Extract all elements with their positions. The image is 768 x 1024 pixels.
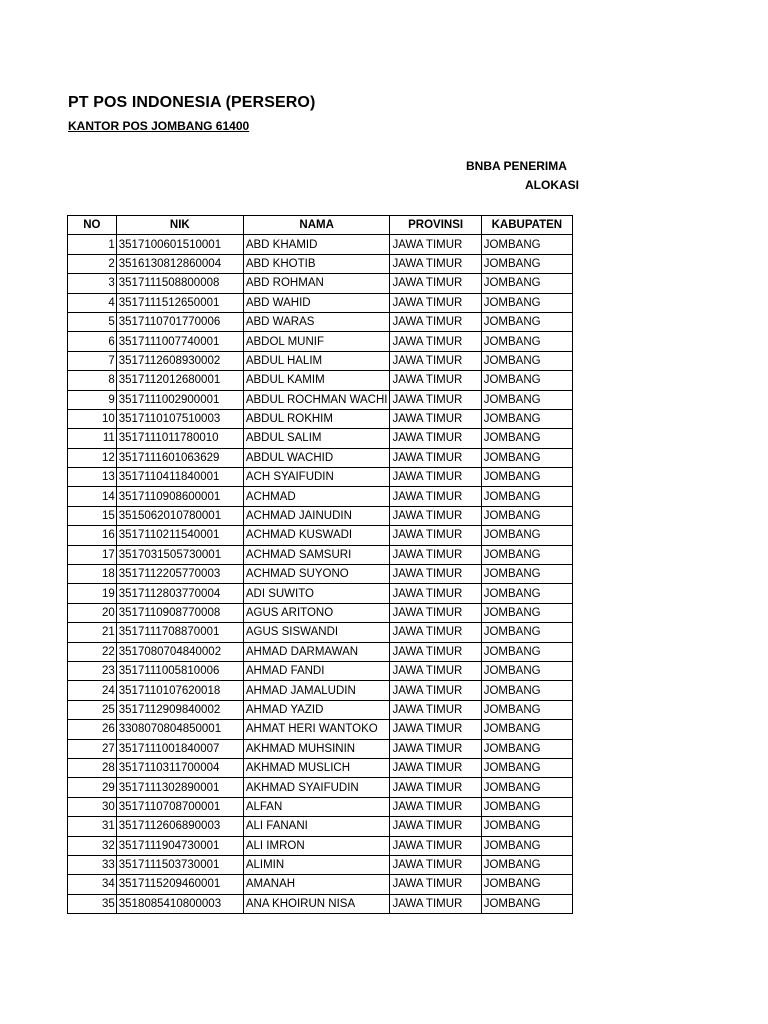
cell-kabupaten: JOMBANG <box>481 487 572 506</box>
cell-nama: ABD ROHMAN <box>243 274 390 293</box>
cell-nama: ABD KHAMID <box>243 235 390 254</box>
cell-kabupaten: JOMBANG <box>481 700 572 719</box>
cell-no: 27 <box>68 739 117 758</box>
cell-nama: ABDUL SALIM <box>243 429 390 448</box>
cell-nik: 3517110908600001 <box>116 487 243 506</box>
table-row <box>68 720 573 739</box>
table-row <box>68 797 573 816</box>
cell-provinsi: JAWA TIMUR <box>390 720 481 739</box>
cell-kabupaten: JOMBANG <box>481 623 572 642</box>
cell-no: 18 <box>68 565 117 584</box>
cell-nama: AHMAT HERI WANTOKO <box>243 720 390 739</box>
cell-provinsi: JAWA TIMUR <box>390 623 481 642</box>
cell-nik: 3517111508800008 <box>116 274 243 293</box>
cell-no: 31 <box>68 817 117 836</box>
cell-no: 4 <box>68 293 117 312</box>
cell-provinsi: JAWA TIMUR <box>390 661 481 680</box>
table-row <box>68 603 573 622</box>
cell-provinsi: JAWA TIMUR <box>390 700 481 719</box>
cell-no: 24 <box>68 681 117 700</box>
cell-nik: 3517110311700004 <box>116 758 243 777</box>
office-subtitle: KANTOR POS JOMBANG 61400 <box>68 119 250 133</box>
cell-nik: 3517100601510001 <box>116 235 243 254</box>
table-row <box>68 584 573 603</box>
cell-no: 35 <box>68 894 117 913</box>
cell-kabupaten: JOMBANG <box>481 661 572 680</box>
cell-nik: 3517111904730001 <box>116 836 243 855</box>
cell-nik: 3517111001840007 <box>116 739 243 758</box>
table-row <box>68 875 573 894</box>
cell-nama: ABDUL ROKHIM <box>243 409 390 428</box>
cell-kabupaten: JOMBANG <box>481 506 572 525</box>
cell-no: 30 <box>68 797 117 816</box>
cell-nama: AKHMAD MUSLICH <box>243 758 390 777</box>
cell-nik: 3517110211540001 <box>116 526 243 545</box>
table-row <box>68 739 573 758</box>
cell-nama: AGUS SISWANDI <box>243 623 390 642</box>
table-row <box>68 351 573 370</box>
table-row <box>68 293 573 312</box>
table-row <box>68 312 573 331</box>
table-row <box>68 332 573 351</box>
cell-provinsi: JAWA TIMUR <box>390 817 481 836</box>
cell-provinsi: JAWA TIMUR <box>390 855 481 874</box>
cell-kabupaten: JOMBANG <box>481 332 572 351</box>
cell-no: 25 <box>68 700 117 719</box>
cell-no: 12 <box>68 448 117 467</box>
cell-no: 1 <box>68 235 117 254</box>
cell-kabupaten: JOMBANG <box>481 235 572 254</box>
cell-nama: ABD WARAS <box>243 312 390 331</box>
cell-nama: AHMAD DARMAWAN <box>243 642 390 661</box>
cell-nik: 3517111708870001 <box>116 623 243 642</box>
cell-no: 9 <box>68 390 117 409</box>
cell-no: 10 <box>68 409 117 428</box>
cell-provinsi: JAWA TIMUR <box>390 409 481 428</box>
cell-kabupaten: JOMBANG <box>481 739 572 758</box>
cell-nama: ABDUL KAMIM <box>243 371 390 390</box>
cell-no: 6 <box>68 332 117 351</box>
cell-kabupaten: JOMBANG <box>481 274 572 293</box>
cell-kabupaten: JOMBANG <box>481 855 572 874</box>
table-row <box>68 681 573 700</box>
cell-kabupaten: JOMBANG <box>481 603 572 622</box>
cell-kabupaten: JOMBANG <box>481 778 572 797</box>
cell-provinsi: JAWA TIMUR <box>390 293 481 312</box>
cell-nik: 3517110708700001 <box>116 797 243 816</box>
cell-kabupaten: JOMBANG <box>481 836 572 855</box>
cell-kabupaten: JOMBANG <box>481 758 572 777</box>
cell-nik: 3517112608930002 <box>116 351 243 370</box>
cell-kabupaten: JOMBANG <box>481 545 572 564</box>
cell-nama: ALIMIN <box>243 855 390 874</box>
cell-no: 7 <box>68 351 117 370</box>
cell-provinsi: JAWA TIMUR <box>390 642 481 661</box>
cell-nama: ABD WAHID <box>243 293 390 312</box>
cell-nama: ABDUL ROCHMAN WACHI <box>243 390 390 409</box>
cell-no: 15 <box>68 506 117 525</box>
table-row <box>68 506 573 525</box>
cell-provinsi: JAWA TIMUR <box>390 681 481 700</box>
cell-nama: ACHMAD SAMSURI <box>243 545 390 564</box>
cell-nik: 3308070804850001 <box>116 720 243 739</box>
cell-no: 23 <box>68 661 117 680</box>
cell-nik: 3517110107510003 <box>116 409 243 428</box>
table-row <box>68 371 573 390</box>
table-row <box>68 235 573 254</box>
cell-nama: ANA KHOIRUN NISA <box>243 894 390 913</box>
column-header-nik: NIK <box>116 216 243 235</box>
cell-no: 32 <box>68 836 117 855</box>
table-row <box>68 855 573 874</box>
cell-no: 21 <box>68 623 117 642</box>
column-header-provinsi: PROVINSI <box>390 216 481 235</box>
cell-provinsi: JAWA TIMUR <box>390 526 481 545</box>
cell-nik: 3517112803770004 <box>116 584 243 603</box>
cell-nik: 3517112012680001 <box>116 371 243 390</box>
cell-nik: 3517111512650001 <box>116 293 243 312</box>
column-header-kabupaten: KABUPATEN <box>481 216 572 235</box>
cell-kabupaten: JOMBANG <box>481 720 572 739</box>
table-row <box>68 545 573 564</box>
table-row <box>68 526 573 545</box>
cell-nama: AMANAH <box>243 875 390 894</box>
recipient-table <box>67 215 573 914</box>
cell-provinsi: JAWA TIMUR <box>390 468 481 487</box>
cell-provinsi: JAWA TIMUR <box>390 371 481 390</box>
cell-nama: ABDUL WACHID <box>243 448 390 467</box>
cell-provinsi: JAWA TIMUR <box>390 235 481 254</box>
table-row <box>68 254 573 273</box>
table-row <box>68 448 573 467</box>
table-row <box>68 894 573 913</box>
cell-nik: 3517112909840002 <box>116 700 243 719</box>
cell-nik: 3516130812860004 <box>116 254 243 273</box>
cell-nik: 3517080704840002 <box>116 642 243 661</box>
cell-kabupaten: JOMBANG <box>481 351 572 370</box>
table-row <box>68 642 573 661</box>
cell-provinsi: JAWA TIMUR <box>390 758 481 777</box>
company-title: PT POS INDONESIA (PERSERO) <box>68 94 316 111</box>
cell-nik: 3517031505730001 <box>116 545 243 564</box>
cell-kabupaten: JOMBANG <box>481 371 572 390</box>
cell-no: 33 <box>68 855 117 874</box>
cell-nik: 3517111002900001 <box>116 390 243 409</box>
cell-nik: 3517111503730001 <box>116 855 243 874</box>
cell-nik: 3517111302890001 <box>116 778 243 797</box>
cell-nik: 3517111011780010 <box>116 429 243 448</box>
cell-kabupaten: JOMBANG <box>481 468 572 487</box>
cell-no: 2 <box>68 254 117 273</box>
table-row <box>68 623 573 642</box>
table-row <box>68 778 573 797</box>
cell-provinsi: JAWA TIMUR <box>390 351 481 370</box>
cell-nama: ALFAN <box>243 797 390 816</box>
cell-nama: ADI SUWITO <box>243 584 390 603</box>
cell-provinsi: JAWA TIMUR <box>390 894 481 913</box>
cell-nik: 3517111601063629 <box>116 448 243 467</box>
cell-kabupaten: JOMBANG <box>481 526 572 545</box>
cell-kabupaten: JOMBANG <box>481 390 572 409</box>
cell-provinsi: JAWA TIMUR <box>390 545 481 564</box>
cell-kabupaten: JOMBANG <box>481 681 572 700</box>
cell-nama: ACHMAD SUYONO <box>243 565 390 584</box>
cell-kabupaten: JOMBANG <box>481 409 572 428</box>
table-row <box>68 274 573 293</box>
cell-nama: ACHMAD KUSWADI <box>243 526 390 545</box>
cell-no: 11 <box>68 429 117 448</box>
cell-kabupaten: JOMBANG <box>481 448 572 467</box>
cell-provinsi: JAWA TIMUR <box>390 836 481 855</box>
cell-nama: AKHMAD MUHSININ <box>243 739 390 758</box>
cell-nama: ABD KHOTIB <box>243 254 390 273</box>
table-row <box>68 429 573 448</box>
document-heading-line-2: ALOKASI <box>525 178 579 192</box>
cell-no: 26 <box>68 720 117 739</box>
cell-nik: 3517110908770008 <box>116 603 243 622</box>
column-header-no: NO <box>68 216 117 235</box>
table-row <box>68 487 573 506</box>
cell-no: 28 <box>68 758 117 777</box>
table-body <box>68 235 573 914</box>
cell-kabupaten: JOMBANG <box>481 565 572 584</box>
table-row <box>68 661 573 680</box>
cell-nama: AGUS ARITONO <box>243 603 390 622</box>
cell-nama: ACHMAD JAINUDIN <box>243 506 390 525</box>
cell-nama: ALI IMRON <box>243 836 390 855</box>
cell-provinsi: JAWA TIMUR <box>390 448 481 467</box>
cell-no: 14 <box>68 487 117 506</box>
cell-nama: ACHMAD <box>243 487 390 506</box>
cell-no: 8 <box>68 371 117 390</box>
cell-kabupaten: JOMBANG <box>481 293 572 312</box>
cell-nik: 3517110107620018 <box>116 681 243 700</box>
cell-nama: AHMAD YAZID <box>243 700 390 719</box>
cell-nama: ABDOL MUNIF <box>243 332 390 351</box>
cell-nama: ALI FANANI <box>243 817 390 836</box>
cell-kabupaten: JOMBANG <box>481 584 572 603</box>
cell-nik: 3517110701770006 <box>116 312 243 331</box>
cell-provinsi: JAWA TIMUR <box>390 778 481 797</box>
cell-provinsi: JAWA TIMUR <box>390 487 481 506</box>
cell-no: 17 <box>68 545 117 564</box>
table-header-row <box>68 216 573 235</box>
cell-no: 29 <box>68 778 117 797</box>
cell-nama: ABDUL HALIM <box>243 351 390 370</box>
cell-nama: AHMAD JAMALUDIN <box>243 681 390 700</box>
cell-nama: AKHMAD SYAIFUDIN <box>243 778 390 797</box>
document-heading-line-1: BNBA PENERIMA <box>466 159 567 173</box>
cell-no: 34 <box>68 875 117 894</box>
cell-kabupaten: JOMBANG <box>481 894 572 913</box>
table-row <box>68 565 573 584</box>
cell-nama: AHMAD FANDI <box>243 661 390 680</box>
cell-nama: ACH SYAIFUDIN <box>243 468 390 487</box>
table-row <box>68 758 573 777</box>
cell-nik: 3517115209460001 <box>116 875 243 894</box>
cell-provinsi: JAWA TIMUR <box>390 797 481 816</box>
cell-provinsi: JAWA TIMUR <box>390 312 481 331</box>
cell-no: 16 <box>68 526 117 545</box>
cell-nik: 3517111005810006 <box>116 661 243 680</box>
cell-provinsi: JAWA TIMUR <box>390 429 481 448</box>
cell-provinsi: JAWA TIMUR <box>390 274 481 293</box>
cell-kabupaten: JOMBANG <box>481 312 572 331</box>
cell-no: 5 <box>68 312 117 331</box>
column-header-nama: NAMA <box>243 216 390 235</box>
cell-no: 19 <box>68 584 117 603</box>
cell-kabupaten: JOMBANG <box>481 642 572 661</box>
cell-kabupaten: JOMBANG <box>481 875 572 894</box>
cell-provinsi: JAWA TIMUR <box>390 390 481 409</box>
cell-provinsi: JAWA TIMUR <box>390 565 481 584</box>
cell-provinsi: JAWA TIMUR <box>390 739 481 758</box>
cell-kabupaten: JOMBANG <box>481 254 572 273</box>
cell-nik: 3515062010780001 <box>116 506 243 525</box>
cell-kabupaten: JOMBANG <box>481 429 572 448</box>
cell-kabupaten: JOMBANG <box>481 797 572 816</box>
cell-nik: 3517111007740001 <box>116 332 243 351</box>
cell-provinsi: JAWA TIMUR <box>390 332 481 351</box>
cell-nik: 3518085410800003 <box>116 894 243 913</box>
table-row <box>68 390 573 409</box>
cell-nik: 3517112205770003 <box>116 565 243 584</box>
cell-provinsi: JAWA TIMUR <box>390 603 481 622</box>
cell-provinsi: JAWA TIMUR <box>390 875 481 894</box>
cell-provinsi: JAWA TIMUR <box>390 506 481 525</box>
table-row <box>68 468 573 487</box>
cell-nik: 3517110411840001 <box>116 468 243 487</box>
table-row <box>68 409 573 428</box>
cell-no: 3 <box>68 274 117 293</box>
cell-no: 13 <box>68 468 117 487</box>
cell-no: 22 <box>68 642 117 661</box>
cell-kabupaten: JOMBANG <box>481 817 572 836</box>
table-row <box>68 817 573 836</box>
cell-no: 20 <box>68 603 117 622</box>
table-row <box>68 836 573 855</box>
table-row <box>68 700 573 719</box>
cell-provinsi: JAWA TIMUR <box>390 584 481 603</box>
cell-nik: 3517112606890003 <box>116 817 243 836</box>
cell-provinsi: JAWA TIMUR <box>390 254 481 273</box>
